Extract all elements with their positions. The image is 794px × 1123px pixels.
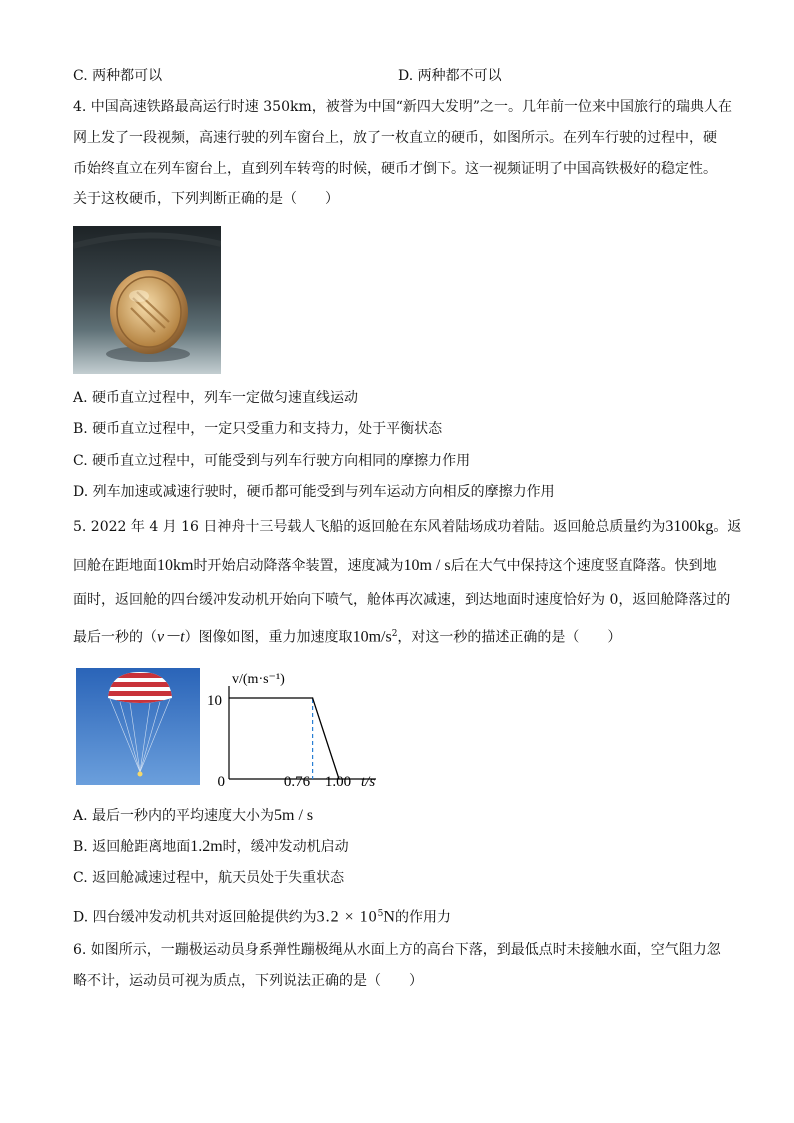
q5-text: ）图像如图，重力加速度取: [184, 629, 353, 646]
q5-speed: 10m / s: [403, 557, 451, 574]
x-axis-label: t/s: [361, 774, 376, 790]
q5-option-a-text: A. 最后一秒内的平均速度大小为: [73, 808, 275, 824]
q5-option-b-value: 1.2m: [190, 838, 223, 855]
vt-chart: [200, 664, 390, 792]
q4-line-1: 4. 中国高速铁路最高运行时速 350km，被誉为中国“新四大发明”之一。几年前一位来中国旅行的瑞典人在: [73, 99, 733, 115]
q5-option-b: [73, 837, 349, 857]
q5-option-d-text: D. 四台缓冲发动机共对返回舱提供约为: [73, 909, 317, 926]
q5-text: 。返: [713, 519, 742, 535]
q4-option-c: C. 硬币直立过程中，可能受到与列车行驶方向相同的摩擦力作用: [73, 453, 471, 469]
q5-option-d-value: 3.2 × 10: [316, 908, 378, 926]
q5-mass: 3100kg: [665, 518, 714, 535]
q5-text: 回舱在距地面: [73, 558, 157, 574]
x-tick-label-1: 0.76: [283, 774, 311, 790]
y-tick-label: 10: [207, 693, 222, 709]
q5-line-1: [73, 517, 741, 537]
q5-option-d-text: 的作用力: [394, 909, 451, 926]
q5-text: 5. 2022 年 4 月 16 日神舟十三号载人飞船的返回舱在东风着陆场成功着陆。返回舱总质量约为: [73, 519, 666, 535]
q6-line-1: 6. 如图所示，一蹦极运动员身系弹性蹦极绳从水面上方的高台下落，到最低点时未接触水面，空气阻力忽: [73, 942, 721, 958]
q5-option-d: [73, 904, 451, 928]
option-c-prev: C. 两种都可以: [73, 68, 163, 84]
q4-line-4: 关于这枚硬币，下列判断正确的是（ ）: [73, 191, 339, 207]
q4-line-2: 网上发了一段视频，高速行驶的列车窗台上，放了一枚直立的硬币，如图所示。在列车行驶的过程中，硬: [73, 130, 717, 146]
q4-option-d: D. 列车加速或减速行驶时，硬币都可能受到与列车运动方向相反的摩擦力作用: [73, 484, 555, 500]
q4-line-3: 币始终直立在列车窗台上，直到列车转弯的时候，硬币才倒下。这一视频证明了中国高铁极好的稳定性。: [73, 161, 717, 177]
q6-line-2: 略不计，运动员可视为质点，下列说法正确的是（ ）: [73, 973, 423, 989]
q5-line-2: [73, 556, 717, 576]
q5-option-a-value: 5m / s: [274, 807, 314, 824]
data-point-0: [228, 697, 229, 698]
q5-option-a: [73, 806, 313, 826]
q5-sup: 2: [391, 629, 398, 639]
parachute-photo: [76, 668, 200, 785]
q5-option-b-text: 时，缓冲发动机启动: [222, 839, 349, 855]
q4-option-b: B. 硬币直立过程中，一定只受重力和支持力，处于平衡状态: [73, 421, 443, 437]
x-tick-label-2: 1.00: [324, 774, 352, 790]
origin-label: 0: [217, 774, 225, 790]
q5-text: 时开始启动降落伞装置，速度减为: [193, 558, 404, 574]
q5-gravity: 10m/s: [352, 628, 392, 646]
option-d-prev: D. 两种都不可以: [398, 68, 502, 84]
series-line: [229, 698, 339, 779]
q5-option-d-unit: N: [383, 908, 395, 926]
q5-vt: v－t: [157, 628, 185, 646]
y-axis-label: v/(m·s⁻¹): [232, 672, 285, 687]
q5-line-3: 面时，返回舱的四台缓冲发动机开始向下喷气，舱体再次减速，到达地面时速度恰好为 0，返回舱降落过的: [73, 592, 731, 608]
q5-option-d-exp: 5: [377, 909, 384, 919]
q4-option-a: A. 硬币直立过程中，列车一定做匀速直线运动: [73, 390, 359, 406]
q5-option-b-text: B. 返回舱距离地面: [73, 839, 191, 855]
q5-line-4: [73, 624, 621, 648]
q5-text: 后在大气中保持这个速度竖直降落。快到地: [450, 558, 717, 574]
q5-height: 10km: [157, 557, 194, 574]
coin-photo: [73, 226, 221, 374]
data-point-1: [312, 697, 313, 698]
q5-option-c: C. 返回舱减速过程中，航天员处于失重状态: [73, 870, 345, 886]
q5-text: ，对这一秒的描述正确的是（ ）: [397, 629, 622, 646]
q5-text: 最后一秒的（: [73, 629, 157, 646]
